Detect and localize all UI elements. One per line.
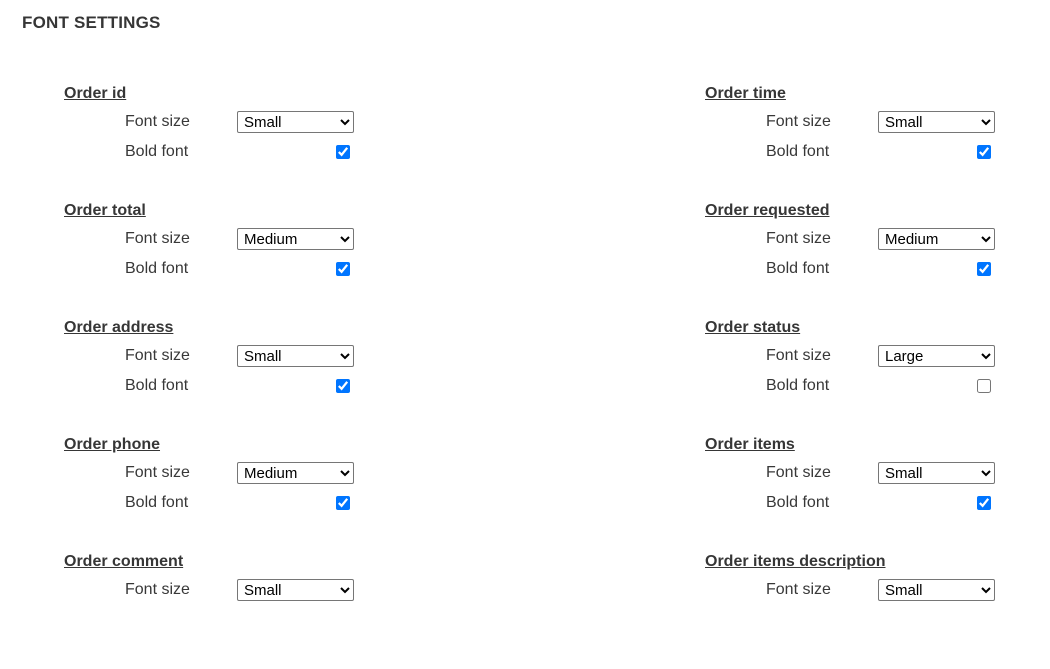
section-heading: Order total — [64, 202, 146, 219]
font-size-label: Font size — [766, 230, 831, 247]
font-size-row — [125, 345, 705, 367]
font-size-select[interactable] — [878, 111, 995, 133]
font-size-row — [766, 345, 1050, 367]
font-setting-section — [64, 318, 705, 435]
sections-grid — [64, 84, 1050, 669]
bold-font-row — [766, 494, 1050, 512]
font-size-label: Font size — [766, 581, 831, 598]
bold-font-label: Bold font — [766, 377, 830, 394]
font-size-select[interactable] — [878, 462, 995, 484]
font-setting-section — [705, 318, 1050, 435]
font-setting-section — [64, 435, 705, 552]
font-setting-section — [705, 435, 1050, 552]
font-size-select[interactable] — [878, 228, 995, 250]
bold-font-row — [125, 143, 705, 161]
bold-font-checkbox[interactable] — [977, 379, 991, 393]
font-size-select[interactable] — [237, 345, 354, 367]
section-heading: Order address — [64, 319, 174, 336]
bold-font-checkbox[interactable] — [336, 262, 350, 276]
font-size-row — [125, 228, 705, 250]
font-size-row — [766, 111, 1050, 133]
section-heading: Order items — [705, 436, 795, 453]
font-size-select[interactable] — [878, 579, 995, 601]
font-setting-section — [64, 201, 705, 318]
font-size-row — [766, 462, 1050, 484]
font-size-row — [766, 228, 1050, 250]
bold-font-checkbox[interactable] — [977, 496, 991, 510]
font-setting-section — [64, 552, 705, 669]
page-title: FONT SETTINGS — [22, 13, 161, 32]
bold-font-row — [766, 260, 1050, 278]
font-size-label: Font size — [766, 347, 831, 364]
font-setting-section — [705, 552, 1050, 669]
font-size-select[interactable] — [237, 579, 354, 601]
section-heading: Order comment — [64, 553, 184, 570]
bold-font-row — [125, 377, 705, 395]
bold-font-row — [766, 377, 1050, 395]
bold-font-label: Bold font — [125, 260, 189, 277]
section-heading: Order status — [705, 319, 801, 336]
font-size-select[interactable] — [878, 345, 995, 367]
bold-font-row — [125, 260, 705, 278]
font-size-label: Font size — [125, 113, 190, 130]
bold-font-checkbox[interactable] — [336, 145, 350, 159]
bold-font-label: Bold font — [766, 143, 830, 160]
bold-font-row — [125, 494, 705, 512]
font-size-row — [766, 579, 1050, 601]
section-heading: Order requested — [705, 202, 830, 219]
bold-font-label: Bold font — [125, 377, 189, 394]
section-heading: Order id — [64, 85, 127, 102]
font-setting-section — [64, 84, 705, 201]
bold-font-checkbox[interactable] — [977, 145, 991, 159]
font-size-row — [125, 579, 705, 601]
font-size-row — [125, 111, 705, 133]
bold-font-checkbox[interactable] — [977, 262, 991, 276]
font-size-label: Font size — [125, 581, 190, 598]
bold-font-label: Bold font — [766, 260, 830, 277]
font-setting-section — [705, 84, 1050, 201]
font-size-select[interactable] — [237, 111, 354, 133]
bold-font-checkbox[interactable] — [336, 496, 350, 510]
bold-font-checkbox[interactable] — [336, 379, 350, 393]
bold-font-label: Bold font — [125, 143, 189, 160]
font-size-row — [125, 462, 705, 484]
section-heading: Order phone — [64, 436, 161, 453]
font-size-select[interactable] — [237, 228, 354, 250]
font-size-label: Font size — [125, 347, 190, 364]
font-setting-section — [705, 201, 1050, 318]
bold-font-label: Bold font — [766, 494, 830, 511]
font-size-label: Font size — [125, 464, 190, 481]
section-heading: Order time — [705, 85, 786, 102]
font-size-label: Font size — [125, 230, 190, 247]
section-heading: Order items description — [705, 553, 886, 570]
font-size-label: Font size — [766, 464, 831, 481]
font-size-select[interactable] — [237, 462, 354, 484]
bold-font-row — [766, 143, 1050, 161]
bold-font-label: Bold font — [125, 494, 189, 511]
font-size-label: Font size — [766, 113, 831, 130]
